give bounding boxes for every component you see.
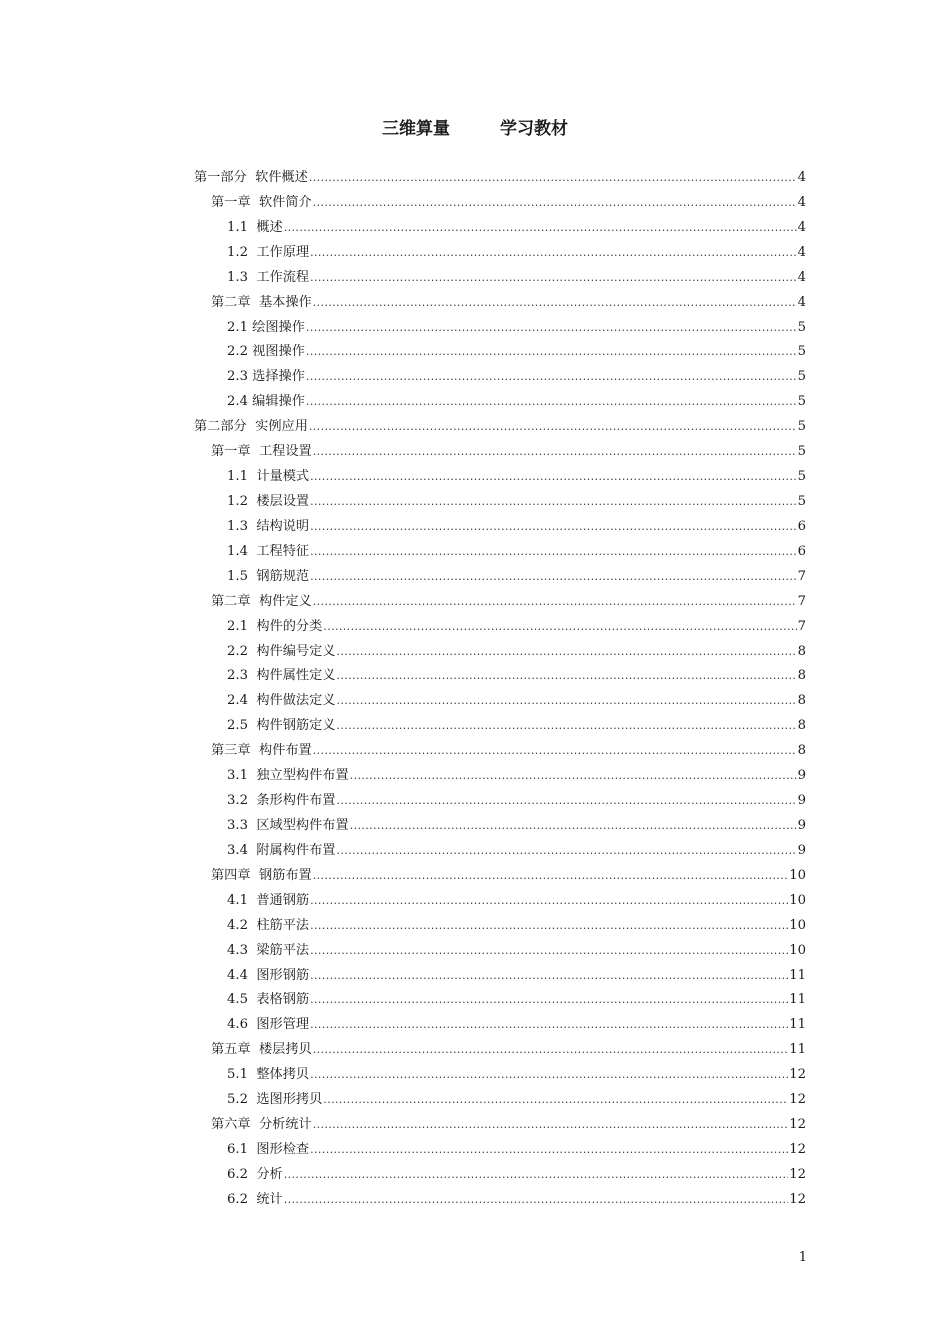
toc-entry-page: 7	[797, 618, 806, 634]
toc-leader-dots	[336, 789, 796, 814]
toc-entry[interactable]	[194, 764, 806, 789]
toc-entry-page: 9	[797, 842, 806, 858]
toc-entry-page: 12	[789, 1191, 806, 1207]
toc-entry[interactable]	[194, 664, 806, 689]
toc-entry-title: 1.3 工作流程	[227, 269, 310, 285]
toc-entry-page: 4	[797, 269, 806, 285]
toc-entry[interactable]	[194, 1163, 806, 1188]
toc-entry[interactable]	[194, 340, 806, 365]
toc-entry-title: 第一章 工程设置	[211, 444, 312, 460]
toc-entry-title: 2.3 选择操作	[227, 369, 305, 385]
toc-entry-title: 6.1 图形检查	[227, 1141, 310, 1157]
toc-entry-page: 8	[797, 743, 806, 759]
toc-entry[interactable]	[194, 1038, 806, 1063]
toc-entry-page: 5	[797, 394, 806, 410]
toc-entry[interactable]	[194, 241, 806, 266]
toc-entry[interactable]	[194, 988, 806, 1013]
toc-entry-title: 1.2 工作原理	[227, 244, 310, 260]
toc-entry-page: 5	[797, 319, 806, 335]
toc-leader-dots	[310, 939, 788, 964]
toc-entry[interactable]	[194, 1063, 806, 1088]
toc-entry-title: 1.5 钢筋规范	[227, 568, 310, 584]
toc-entry[interactable]	[194, 540, 806, 565]
toc-entry-page: 12	[789, 1166, 806, 1182]
toc-entry-page: 10	[789, 867, 806, 883]
toc-leader-dots	[306, 390, 797, 415]
toc-leader-dots	[310, 515, 797, 540]
toc-leader-dots	[310, 490, 797, 515]
toc-entry[interactable]	[194, 714, 806, 739]
toc-entry-title: 第二部分 实例应用	[194, 419, 308, 435]
toc-leader-dots	[313, 590, 797, 615]
toc-entry-page: 4	[797, 194, 806, 210]
toc-leader-dots	[306, 340, 797, 365]
toc-entry-page: 8	[797, 668, 806, 684]
toc-entry-page: 8	[797, 643, 806, 659]
toc-entry[interactable]	[194, 515, 806, 540]
title-part-2: 学习教材	[500, 119, 568, 139]
toc-entry-page: 7	[797, 568, 806, 584]
toc-entry-page: 5	[797, 493, 806, 509]
toc-leader-dots	[336, 839, 796, 864]
toc-entry-page: 12	[789, 1117, 806, 1133]
toc-entry[interactable]	[194, 1188, 806, 1213]
toc-entry-title: 1.1 概述	[227, 219, 283, 235]
toc-leader-dots	[350, 764, 797, 789]
toc-entry-title: 1.1 计量模式	[227, 469, 310, 485]
toc-leader-dots	[310, 1013, 788, 1038]
toc-entry-page: 9	[797, 768, 806, 784]
toc-entry[interactable]	[194, 390, 806, 415]
toc-leader-dots	[313, 291, 797, 316]
toc-entry-page: 11	[789, 967, 806, 983]
toc-entry-page: 12	[789, 1092, 806, 1108]
toc-entry-title: 3.2 条形构件布置	[227, 793, 336, 809]
document-title	[0, 114, 950, 139]
toc-entry-title: 第二章 基本操作	[211, 294, 312, 310]
toc-leader-dots	[310, 465, 797, 490]
toc-entry[interactable]	[194, 166, 806, 191]
toc-entry[interactable]	[194, 640, 806, 665]
toc-entry-title: 4.6 图形管理	[227, 1017, 310, 1033]
toc-leader-dots	[313, 864, 789, 889]
toc-entry[interactable]	[194, 415, 806, 440]
toc-entry[interactable]	[194, 889, 806, 914]
toc-leader-dots	[306, 316, 797, 341]
toc-leader-dots	[284, 216, 797, 241]
toc-entry-page: 9	[797, 793, 806, 809]
toc-entry[interactable]	[194, 1088, 806, 1113]
title-part-1: 三维算量	[382, 119, 450, 139]
toc-entry-page: 11	[789, 1017, 806, 1033]
toc-leader-dots	[313, 1113, 789, 1138]
page-number: 1	[798, 1250, 807, 1265]
toc-entry-page: 12	[789, 1067, 806, 1083]
toc-entry[interactable]	[194, 615, 806, 640]
toc-entry-title: 4.2 柱筋平法	[227, 917, 310, 933]
toc-entry-title: 第四章 钢筋布置	[211, 867, 312, 883]
toc-entry-page: 11	[789, 1042, 806, 1058]
toc-entry[interactable]	[194, 490, 806, 515]
toc-entry-title: 4.3 梁筋平法	[227, 942, 310, 958]
toc-entry[interactable]	[194, 365, 806, 390]
toc-entry-page: 5	[797, 469, 806, 485]
toc-entry-page: 9	[797, 817, 806, 833]
toc-leader-dots	[310, 1138, 788, 1163]
toc-entry-title: 3.1 独立型构件布置	[227, 768, 349, 784]
toc-entry-title: 3.3 区域型构件布置	[227, 817, 349, 833]
toc-entry-page: 5	[797, 344, 806, 360]
toc-entry[interactable]	[194, 864, 806, 889]
toc-entry-title: 第二章 构件定义	[211, 593, 312, 609]
toc-entry-title: 2.2 构件编号定义	[227, 643, 336, 659]
toc-entry-title: 6.2 统计	[227, 1191, 283, 1207]
toc-entry-page: 7	[797, 593, 806, 609]
toc-entry-page: 6	[797, 543, 806, 559]
toc-entry-page: 4	[797, 170, 806, 185]
toc-leader-dots	[309, 415, 797, 440]
toc-leader-dots	[284, 1188, 788, 1213]
toc-entry-title: 第一章 软件简介	[211, 194, 312, 210]
toc-entry[interactable]	[194, 839, 806, 864]
toc-entry-title: 5.2 选图形拷贝	[227, 1092, 323, 1108]
toc-entry-title: 第六章 分析统计	[211, 1117, 312, 1133]
toc-leader-dots	[310, 266, 797, 291]
toc-entry-page: 5	[797, 419, 806, 435]
toc-entry-title: 2.2 视图操作	[227, 344, 305, 360]
toc-entry-title: 第三章 构件布置	[211, 743, 312, 759]
toc-entry[interactable]	[194, 590, 806, 615]
toc-leader-dots	[310, 914, 788, 939]
toc-entry-page: 8	[797, 693, 806, 709]
toc-entry-title: 2.4 编辑操作	[227, 394, 305, 410]
toc-entry-title: 5.1 整体拷贝	[227, 1067, 310, 1083]
toc-entry-title: 6.2 分析	[227, 1166, 283, 1182]
table-of-contents	[194, 166, 806, 1213]
toc-entry-title: 1.2 楼层设置	[227, 493, 310, 509]
toc-entry-page: 5	[797, 369, 806, 385]
toc-entry-page: 11	[789, 992, 806, 1008]
toc-entry-page: 10	[789, 942, 806, 958]
toc-entry-title: 2.3 构件属性定义	[227, 668, 336, 684]
toc-entry[interactable]	[194, 914, 806, 939]
toc-entry[interactable]	[194, 1113, 806, 1138]
toc-leader-dots	[313, 739, 797, 764]
toc-entry[interactable]	[194, 1138, 806, 1163]
toc-leader-dots	[310, 988, 788, 1013]
toc-entry-title: 第一部分 软件概述	[194, 170, 308, 185]
toc-entry-title: 2.5 构件钢筋定义	[227, 718, 336, 734]
toc-leader-dots	[309, 166, 797, 191]
toc-entry-title: 2.1 构件的分类	[227, 618, 323, 634]
toc-leader-dots	[313, 440, 797, 465]
toc-entry-title: 4.1 普通钢筋	[227, 892, 310, 908]
toc-entry[interactable]	[194, 266, 806, 291]
toc-leader-dots	[336, 714, 796, 739]
toc-entry-page: 5	[797, 444, 806, 460]
toc-leader-dots	[310, 241, 797, 266]
toc-entry[interactable]	[194, 964, 806, 989]
toc-leader-dots	[310, 889, 788, 914]
toc-entry-title: 1.4 工程特征	[227, 543, 310, 559]
toc-leader-dots	[323, 615, 796, 640]
toc-entry[interactable]	[194, 216, 806, 241]
toc-entry-title: 第五章 楼层拷贝	[211, 1042, 312, 1058]
toc-leader-dots	[313, 1038, 789, 1063]
toc-entry-title: 4.4 图形钢筋	[227, 967, 310, 983]
toc-entry[interactable]	[194, 291, 806, 316]
toc-entry-page: 4	[797, 294, 806, 310]
toc-entry-page: 10	[789, 917, 806, 933]
toc-entry-page: 4	[797, 219, 806, 235]
toc-entry-title: 2.4 构件做法定义	[227, 693, 336, 709]
toc-leader-dots	[310, 1063, 788, 1088]
toc-entry-page: 10	[789, 892, 806, 908]
toc-entry[interactable]	[194, 789, 806, 814]
toc-entry[interactable]	[194, 191, 806, 216]
toc-entry[interactable]	[194, 1013, 806, 1038]
toc-leader-dots	[313, 191, 797, 216]
toc-entry-page: 8	[797, 718, 806, 734]
toc-entry[interactable]	[194, 739, 806, 764]
toc-leader-dots	[323, 1088, 788, 1113]
toc-entry[interactable]	[194, 565, 806, 590]
toc-leader-dots	[350, 814, 797, 839]
toc-entry[interactable]	[194, 814, 806, 839]
toc-leader-dots	[310, 964, 788, 989]
toc-leader-dots	[310, 565, 797, 590]
toc-leader-dots	[310, 540, 797, 565]
toc-entry-page: 12	[789, 1141, 806, 1157]
toc-leader-dots	[336, 664, 796, 689]
toc-entry-page: 6	[797, 518, 806, 534]
toc-leader-dots	[306, 365, 797, 390]
toc-entry[interactable]	[194, 465, 806, 490]
toc-entry-title: 2.1 绘图操作	[227, 319, 305, 335]
toc-entry-title: 4.5 表格钢筋	[227, 992, 310, 1008]
toc-entry-title: 3.4 附属构件布置	[227, 842, 336, 858]
toc-leader-dots	[336, 640, 796, 665]
toc-entry[interactable]	[194, 689, 806, 714]
toc-leader-dots	[284, 1163, 788, 1188]
toc-entry-title: 1.3 结构说明	[227, 518, 310, 534]
toc-leader-dots	[336, 689, 796, 714]
toc-entry[interactable]	[194, 440, 806, 465]
toc-entry[interactable]	[194, 316, 806, 341]
toc-entry[interactable]	[194, 939, 806, 964]
toc-entry-page: 4	[797, 244, 806, 260]
